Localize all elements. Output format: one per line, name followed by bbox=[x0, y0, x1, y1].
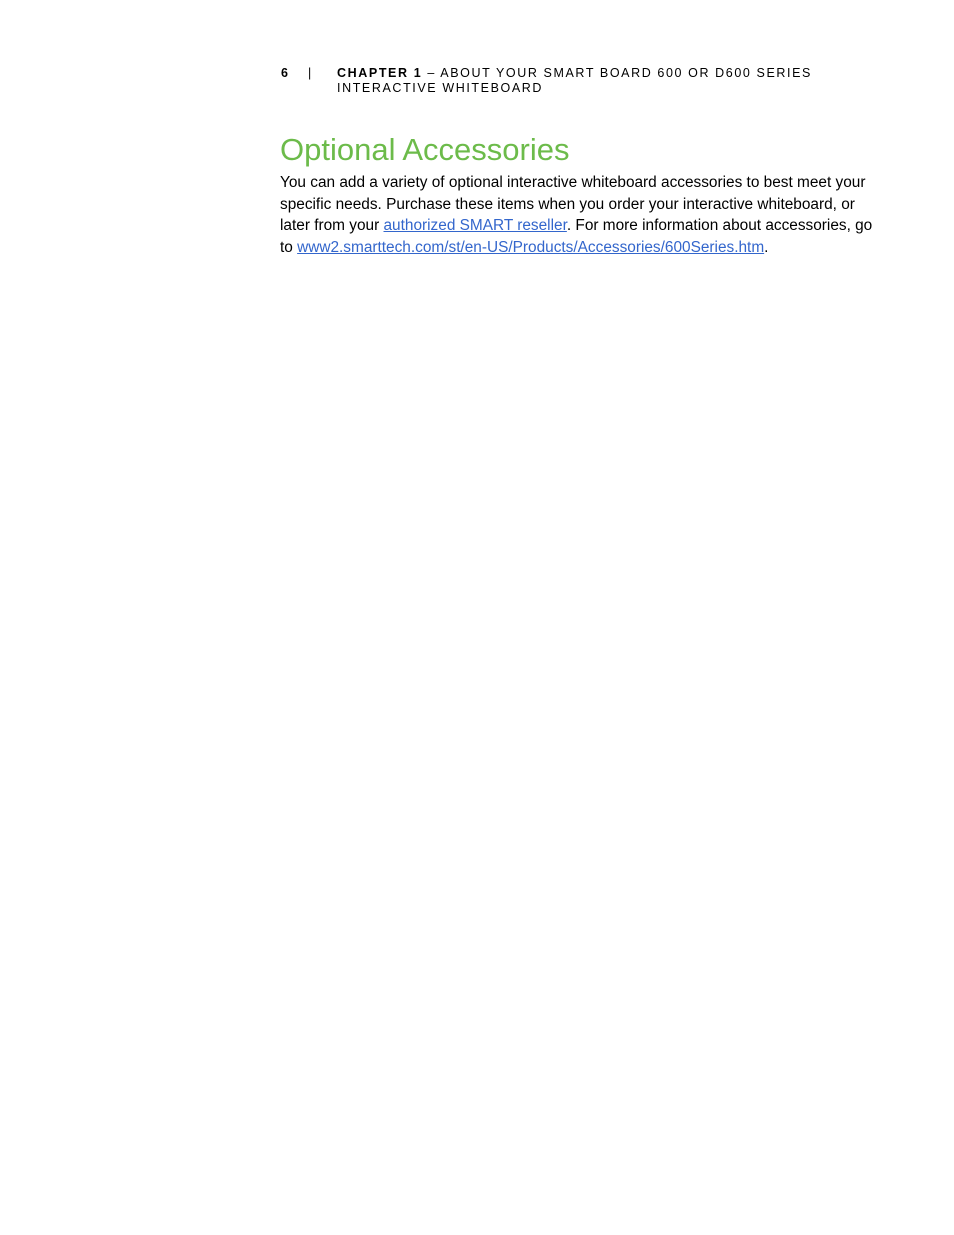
chapter-title: – ABOUT YOUR SMART BOARD 600 OR D600 SERIES INTERACTIVE WHITEBOARD bbox=[337, 66, 812, 95]
section-title: Optional Accessories bbox=[280, 132, 570, 167]
section-paragraph bbox=[280, 172, 876, 259]
header-separator: | bbox=[308, 66, 313, 80]
paragraph-text-1: You can add a variety of optional interactive whiteboard accessories to best meet your specific needs. Purchase these items when you order your interactive whiteboard, or later from your bbox=[280, 174, 866, 235]
chapter-label: CHAPTER 1 bbox=[337, 66, 423, 80]
accessories-url-link[interactable]: www2.smarttech.com/st/en-US/Products/Accessories/600Series.htm bbox=[297, 239, 765, 257]
paragraph-text-2: . For more information about accessories, go to bbox=[280, 217, 873, 257]
authorized-reseller-link[interactable]: authorized SMART reseller bbox=[383, 217, 567, 235]
page-number: 6 bbox=[281, 66, 290, 80]
chapter-heading bbox=[337, 66, 827, 96]
paragraph-text-3: . bbox=[764, 239, 769, 257]
